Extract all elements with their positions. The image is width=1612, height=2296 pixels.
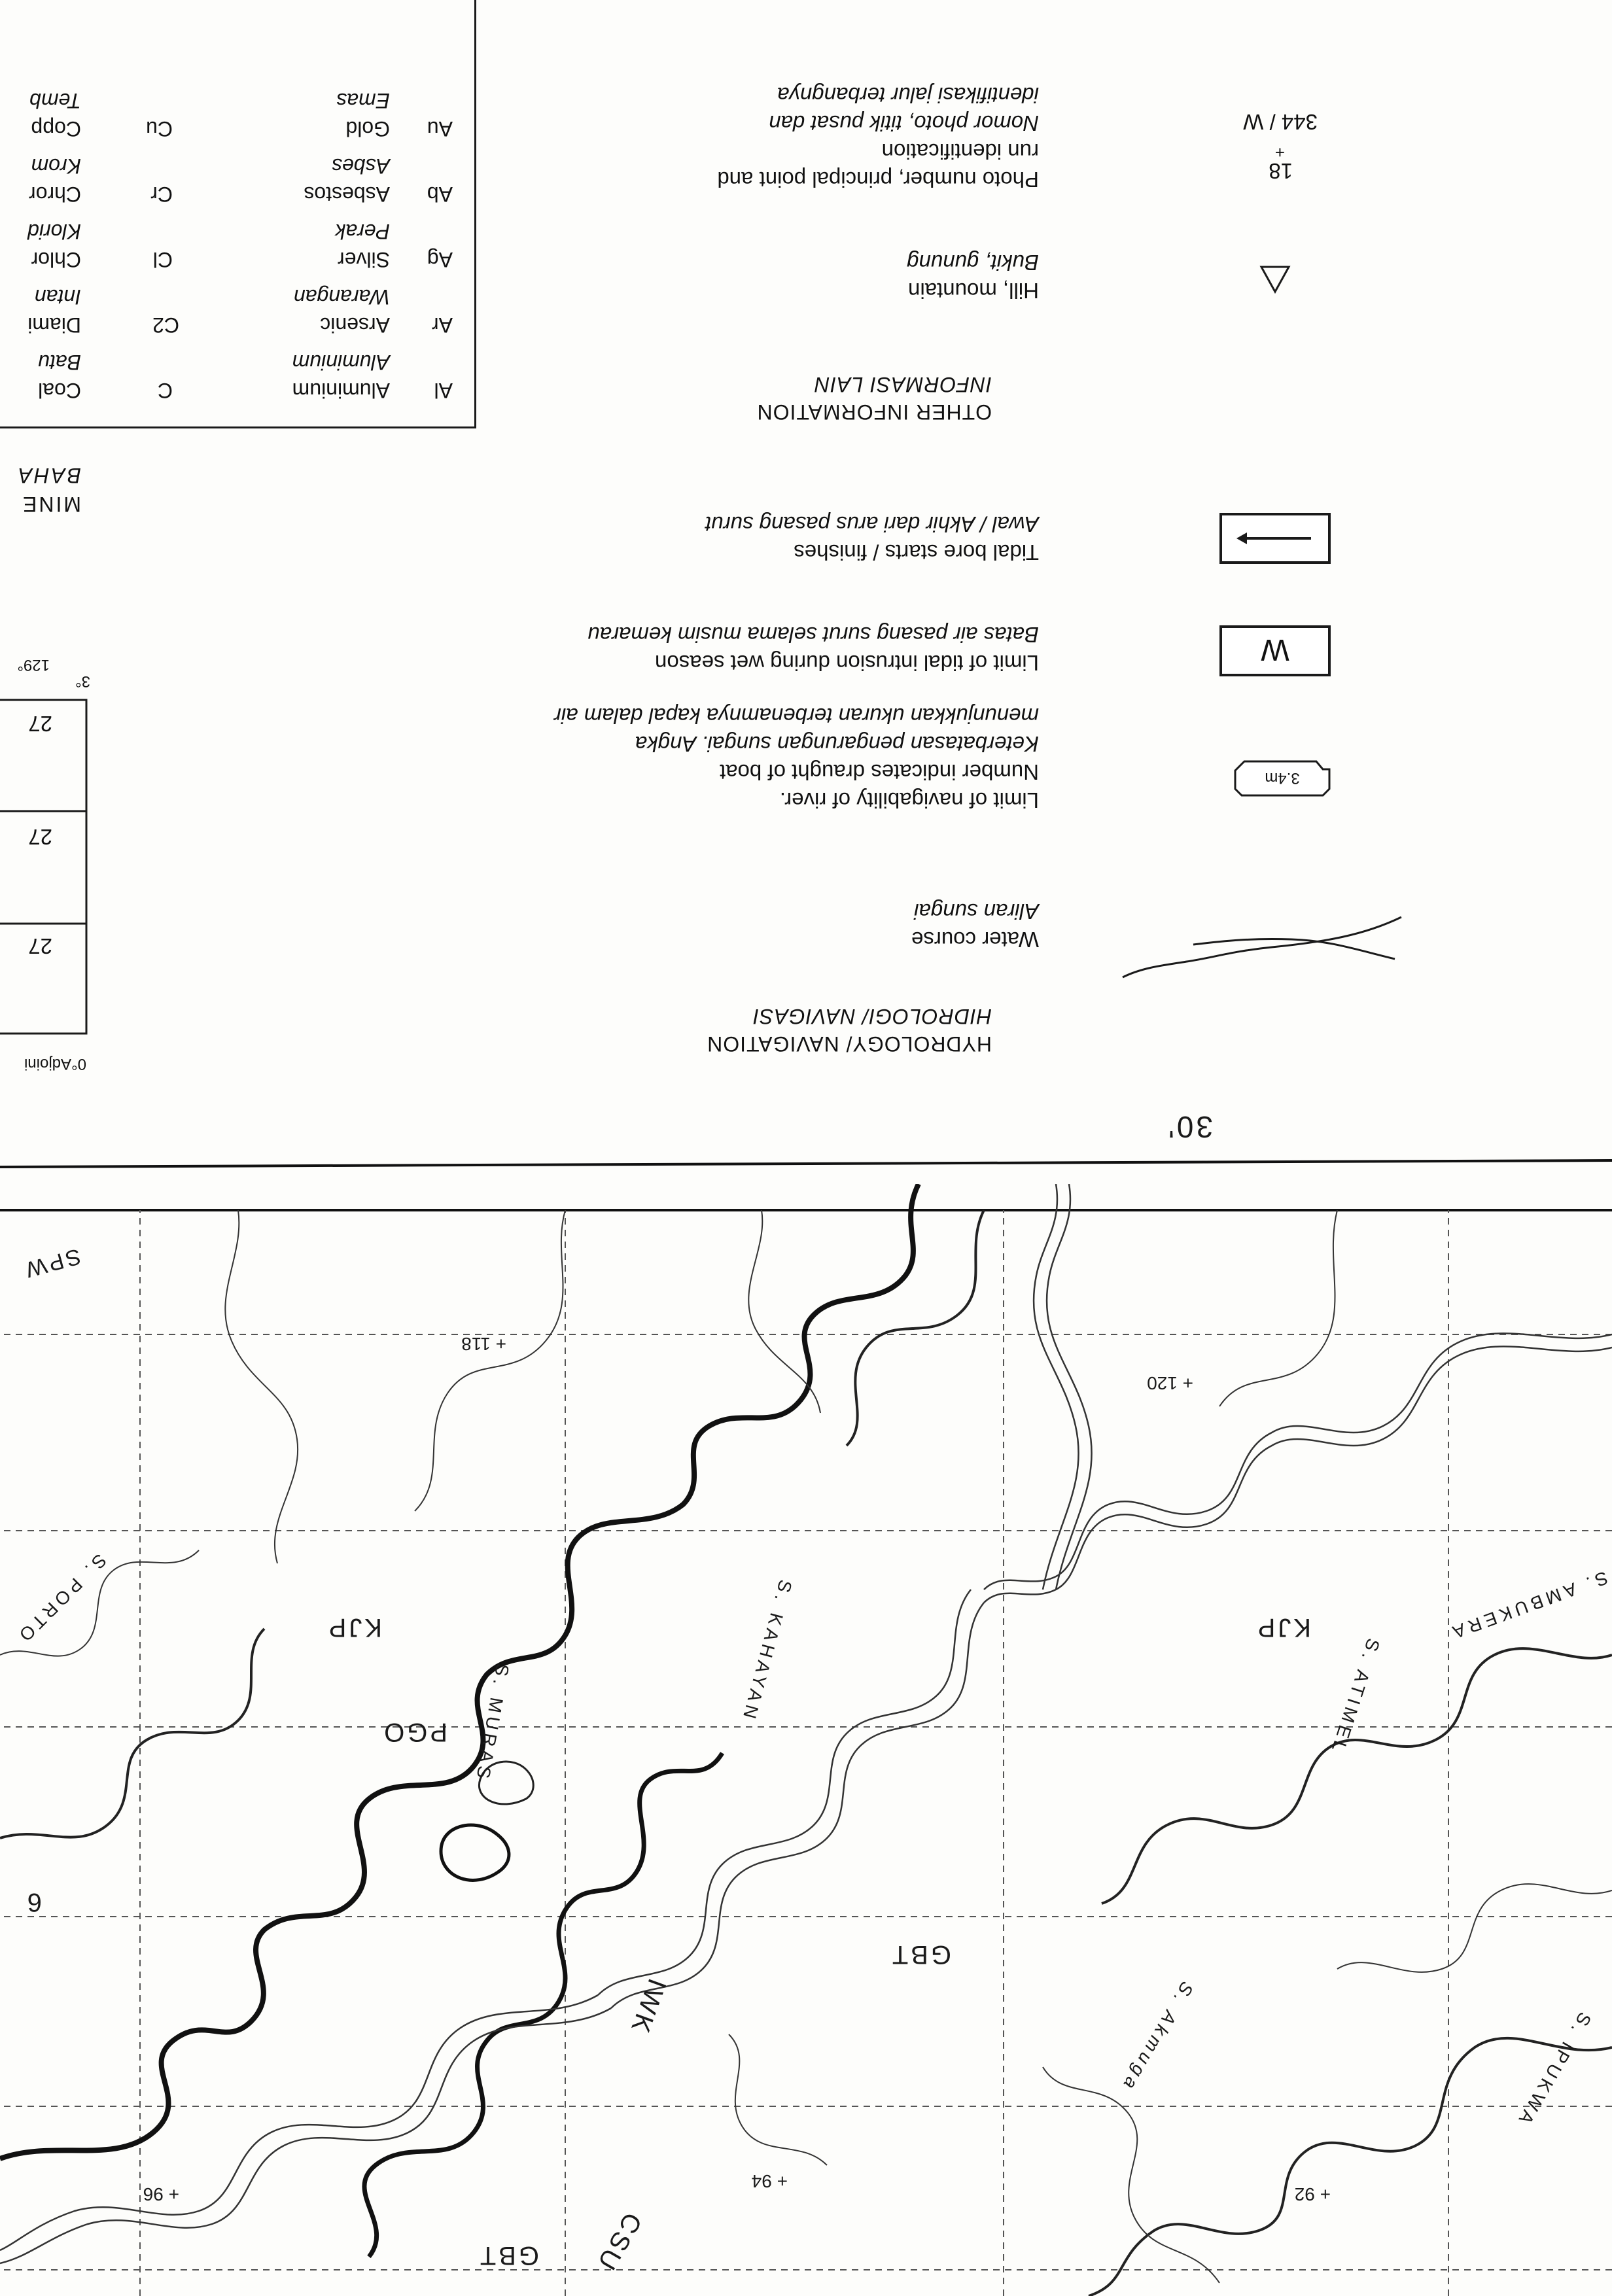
other-info-title-malay: INFORMASI LAIN	[814, 373, 992, 396]
mineral-header-malay: BAHA	[16, 464, 81, 487]
geology-unit-label: KJP	[1255, 1613, 1311, 1642]
mineral-name-2: Copp	[31, 117, 81, 141]
spot-height-value: 96	[143, 2184, 164, 2204]
mineral-name: Gold	[345, 117, 390, 141]
edge-label: 6	[24, 1888, 42, 1917]
spot-height-mark: +	[163, 2184, 179, 2204]
river-label: S. Akmuga	[1117, 1978, 1198, 2096]
mineral-name-malay: Emas	[336, 89, 390, 113]
mineral-name-malay: Asbes	[332, 154, 390, 178]
mineral-name: Asbestos	[304, 183, 390, 206]
legend-item-text: Number indicates draught of boat	[720, 760, 1039, 784]
map-area	[0, 1184, 1612, 2296]
mineral-name-2-malay: Krom	[31, 154, 81, 178]
mineral-symbol-2: C2	[152, 313, 179, 337]
hydrology-title: HYDROLOGY/ NAVIGATION	[707, 1032, 992, 1056]
unit-boundary-thick	[364, 1753, 722, 2257]
mineral-symbol-2: Cr	[150, 183, 173, 206]
geology-unit-label: KJP	[326, 1613, 382, 1642]
spot-height-mark: +	[1177, 1373, 1193, 1393]
mineral-name-2-malay: Intan	[34, 285, 81, 309]
water-course-symbol	[1121, 909, 1403, 981]
spot-height-mark: +	[490, 1334, 506, 1354]
mineral-symbol-2: Cu	[146, 117, 173, 141]
legend-item-text-malay: Awal / Akhir dari arus pasang surut	[705, 512, 1039, 536]
legend-item-text-malay: Bukit, gunung	[907, 251, 1039, 275]
geology-unit-label: IWK	[625, 1975, 672, 2039]
tidal-intrusion-symbol	[1219, 625, 1331, 676]
tidal-bore-symbol	[1219, 513, 1331, 564]
mineral-name: Silver	[337, 248, 390, 271]
spot-height-value: 120	[1147, 1373, 1178, 1393]
photo-point-icon: +	[1274, 143, 1285, 162]
mineral-symbol-2: C	[157, 379, 173, 402]
navigability-limit-symbol	[1233, 759, 1331, 798]
mineral-symbol: Ar	[432, 313, 453, 337]
contour-closed	[441, 1825, 509, 1880]
tidal-intrusion-symbol-label: W	[1261, 633, 1289, 667]
mineral-name-2: Coal	[38, 379, 81, 402]
spot-height-value: 118	[461, 1334, 491, 1354]
spot-height	[752, 2170, 788, 2191]
legend-item-text-malay: Aliran sungai	[914, 899, 1039, 924]
legend-map-separator	[0, 1155, 1612, 1171]
geology-unit-label: CSU	[591, 2207, 648, 2277]
legend-item-text: Limit of tidal intrusion during wet season	[655, 651, 1039, 675]
mineral-symbol: Au	[427, 117, 453, 141]
index-corner-label: 0°Adjoini	[24, 1055, 86, 1073]
edge-label: SPW	[20, 1244, 84, 1283]
mineral-table-top-border	[0, 426, 476, 428]
mineral-name-2-malay: Batu	[38, 351, 81, 374]
legend-item-text-malay: menunjukkan ukuran terbenamnya kapal dalam air	[553, 704, 1039, 728]
legend-item-text: Hill, mountain	[908, 279, 1039, 303]
legend-item-text: Water course	[911, 928, 1039, 952]
adjoining-index-frame	[0, 693, 88, 1040]
map-grid	[0, 1210, 1612, 2296]
minute-label: 30'	[1166, 1110, 1213, 1144]
legend-item-text-malay: Keterbatasan pengarungan sungai. Angka	[635, 732, 1039, 756]
index-lon-right: 129°	[17, 656, 50, 674]
mineral-name-malay: Perak	[335, 220, 390, 243]
other-info-title: OTHER INFORMATION	[756, 400, 992, 424]
legend-item-text: Photo number, principal point and	[717, 167, 1039, 192]
spot-height-mark: +	[1314, 2184, 1331, 2204]
contour-line	[1089, 2038, 1612, 2296]
hill-triangle-icon	[1259, 264, 1291, 294]
mineral-symbol-2: Cl	[152, 248, 173, 271]
spot-height-value: 92	[1294, 2184, 1315, 2204]
mineral-symbol: Al	[434, 379, 453, 402]
mineral-name: Aluminium	[292, 379, 390, 402]
legend-item-text: Limit of navigability of river.	[779, 788, 1039, 812]
geology-unit-label: PGO	[381, 1718, 447, 1747]
mineral-name-2: Chlor	[31, 248, 81, 271]
mineral-name-2: Chror	[28, 183, 81, 206]
photo-number-top: 18	[1269, 159, 1293, 183]
mineral-name-2-malay: Klorid	[27, 220, 81, 243]
index-corner-text: Adjoini	[24, 1055, 72, 1073]
river-label: S. PORTO	[12, 1550, 111, 1648]
mineral-name-malay: Aluminium	[292, 351, 390, 374]
mineral-name-malay: Warangan	[293, 285, 390, 309]
legend-item-text: run identification	[881, 139, 1039, 164]
contour-line	[0, 1629, 264, 1838]
spot-height-value: 94	[751, 2171, 772, 2191]
legend-item-text-malay: Nomor photo, titik pusat dan	[769, 111, 1039, 135]
spot-height	[143, 2183, 179, 2204]
river-label: S. KAHAYAN	[738, 1577, 796, 1725]
river-label: S. MURAS	[472, 1662, 513, 1784]
index-cell-label: 27	[28, 934, 52, 958]
mineral-header: MINE	[21, 493, 81, 516]
hydrology-title-malay: HIDROLOGI/ NAVIGASI	[752, 1005, 992, 1028]
river-label: S. IPUKWA	[1513, 2008, 1596, 2131]
legend-item-text-malay: identifikasi jalur terbangnya	[777, 83, 1039, 107]
geology-unit-label: GBT	[477, 2241, 539, 2270]
legend-item-text: Tidal bore starts / finishes	[794, 540, 1039, 565]
river-label: S. AMBUKERA	[1446, 1567, 1611, 1644]
index-lat-bottom: 3°	[75, 672, 90, 690]
geology-unit-label: GBT	[889, 1940, 951, 1969]
navigability-symbol-label: 3.4m	[1265, 769, 1300, 787]
mineral-symbol: Ag	[427, 248, 453, 271]
legend-item-text-malay: Batas air pasang surut selama musim kemarau	[587, 623, 1039, 647]
unit-boundary-thick	[0, 1184, 919, 2159]
photo-number-bottom: 344 / W	[1243, 110, 1318, 134]
mineral-name: Arsenic	[320, 313, 390, 337]
spot-height	[1147, 1372, 1193, 1393]
river-label: S. ATIMEL	[1327, 1636, 1384, 1758]
spot-height	[1295, 2183, 1331, 2204]
single-line-rivers	[0, 1210, 1612, 2283]
index-cell-label: 27	[28, 825, 52, 849]
index-cell-label: 27	[28, 712, 52, 736]
mineral-table-left-border	[474, 0, 476, 428]
spot-height-mark: +	[771, 2171, 788, 2191]
spot-height	[461, 1333, 506, 1354]
mineral-name-2-malay: Temb	[29, 89, 81, 113]
mineral-name-2: Diami	[27, 313, 81, 337]
mineral-symbol: Ab	[427, 183, 453, 206]
